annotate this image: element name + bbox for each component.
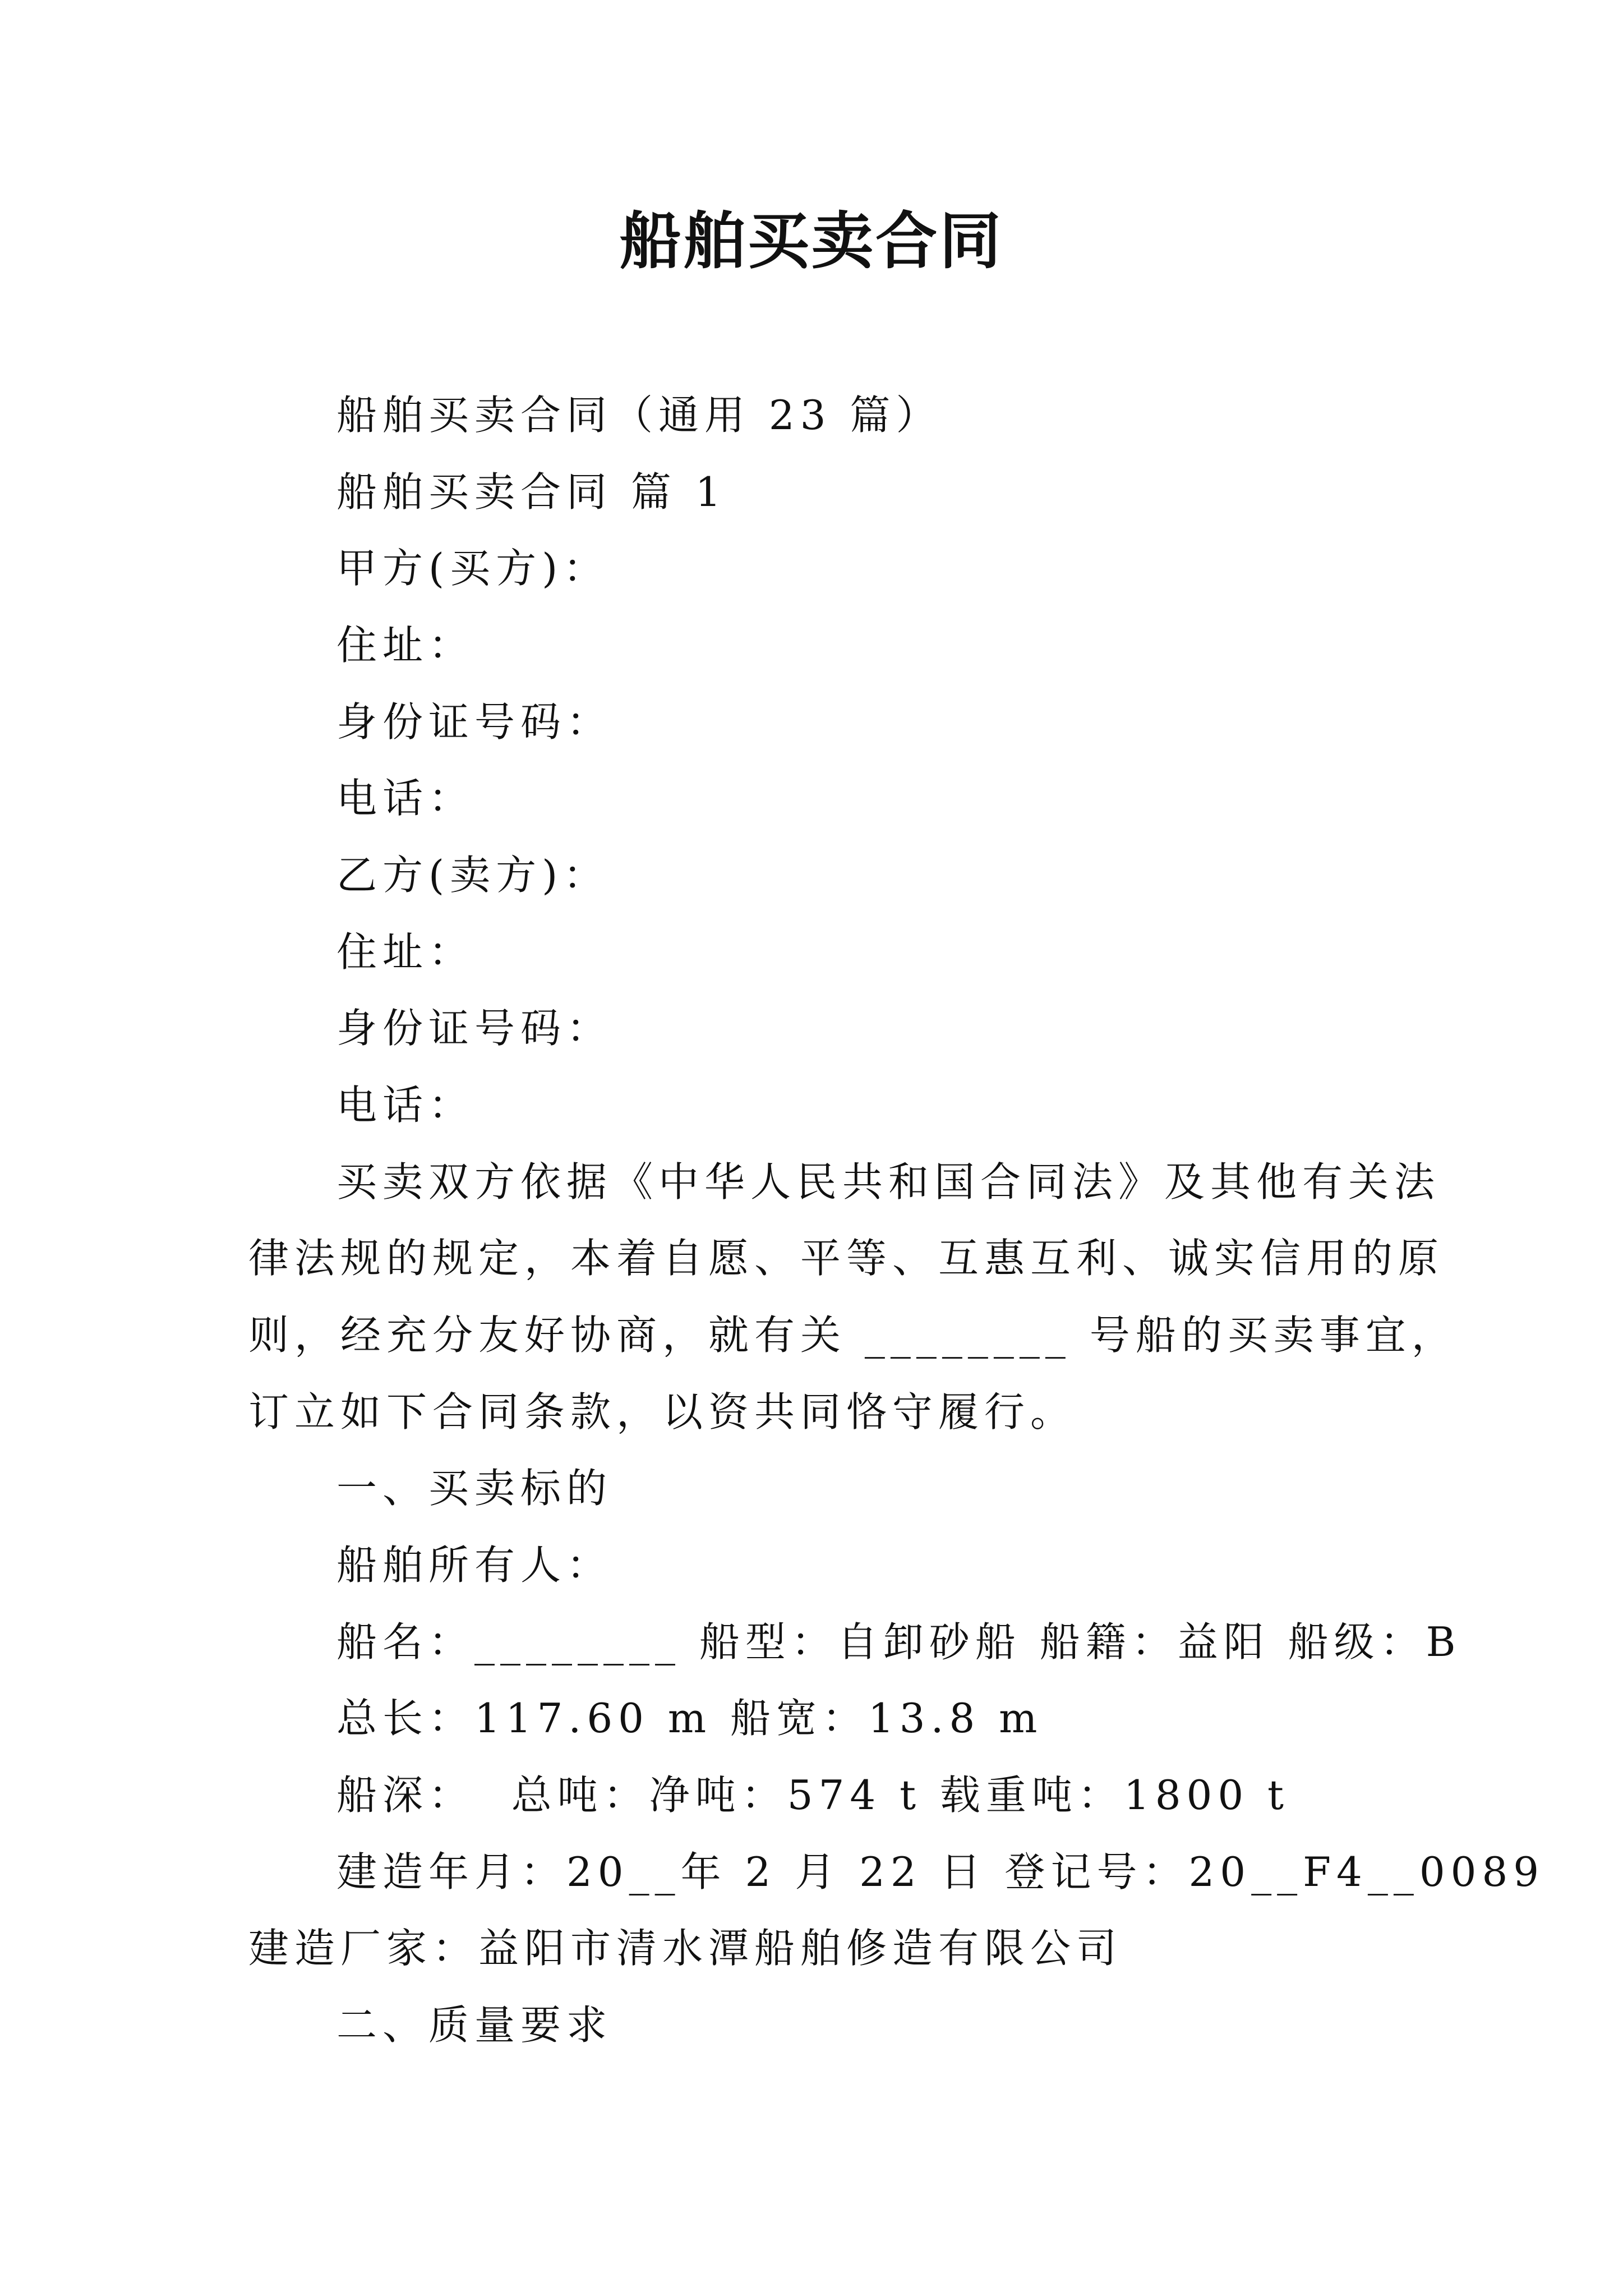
party-a-id-number: 身份证号码：: [336, 698, 613, 746]
doc-subtitle: 船舶买卖合同（通用 23 篇）: [336, 392, 942, 439]
party-a-phone: 电话：: [336, 775, 475, 822]
section-heading-quality: 二、质量要求: [336, 2001, 613, 2049]
preamble-line-3: 则，经充分友好协商，就有关 ________ 号船的买卖事宜，: [248, 1312, 1458, 1359]
party-b-address: 住址：: [336, 928, 475, 976]
preamble-line-1: 买卖双方依据《中华人民共和国合同法》及其他有关法: [336, 1158, 1441, 1205]
section-heading-subject: 一、买卖标的: [336, 1465, 613, 1512]
party-b-label: 乙方(卖方)：: [336, 852, 610, 899]
ship-build-date-registration: 建造年月：20__年 2 月 22 日 登记号：20__F4__0089: [336, 1848, 1545, 1895]
ship-name-type-class: 船名：________ 船型：自卸砂船 船籍：益阳 船级：B: [336, 1618, 1461, 1665]
party-b-id-number: 身份证号码：: [336, 1005, 613, 1052]
section-heading-part1: 船舶买卖合同 篇 1: [336, 468, 727, 516]
ship-length-width: 总长：117.60 m 船宽：13.8 m: [336, 1695, 1043, 1742]
ship-owner: 船舶所有人：: [336, 1542, 613, 1589]
party-a-label: 甲方(买方)：: [336, 545, 610, 592]
preamble-line-2: 律法规的规定，本着自愿、平等、互惠互利、诚实信用的原: [248, 1235, 1445, 1282]
ship-depth-tonnage: 船深： 总吨：净吨：574 t 载重吨：1800 t: [336, 1772, 1289, 1819]
party-a-address: 住址：: [336, 622, 475, 669]
ship-builder: 建造厂家：益阳市清水潭船舶修造有限公司: [248, 1925, 1123, 1972]
preamble-line-4: 订立如下合同条款，以资共同恪守履行。: [248, 1388, 1077, 1435]
party-b-phone: 电话：: [336, 1082, 475, 1129]
document-title: 船舶买卖合同: [620, 205, 1003, 277]
